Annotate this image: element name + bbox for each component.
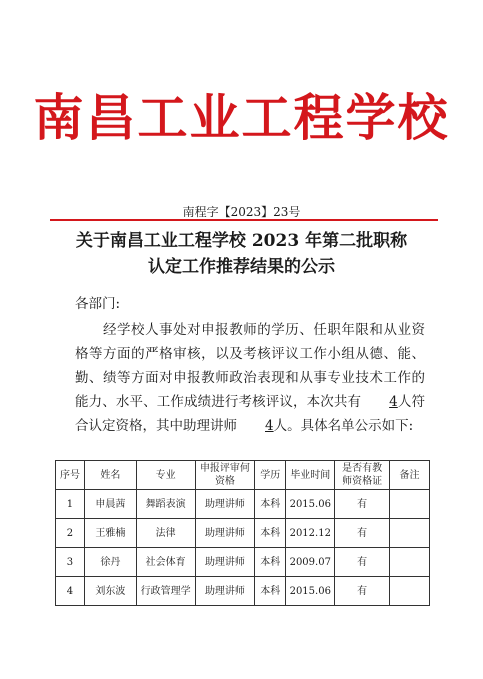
cell-major: 社会体育 xyxy=(136,548,195,577)
table-row xyxy=(56,548,430,577)
header-certificate: 是否有教师资格证 xyxy=(335,461,390,490)
header-major: 专业 xyxy=(136,461,195,490)
cell-note xyxy=(390,548,430,577)
document-number: 南程字【2023】23号 xyxy=(182,205,301,219)
salutation: 各部门: xyxy=(75,296,121,312)
header-graduation: 毕业时间 xyxy=(286,461,335,490)
table-row xyxy=(56,519,430,548)
cell-qualification: 助理讲师 xyxy=(195,577,255,606)
cell-certificate: 有 xyxy=(335,548,390,577)
cell-certificate: 有 xyxy=(335,577,390,606)
table-row xyxy=(56,577,430,606)
cell-note xyxy=(390,519,430,548)
cell-education: 本科 xyxy=(255,490,286,519)
cell-qualification: 助理讲师 xyxy=(195,490,255,519)
cell-education: 本科 xyxy=(255,519,286,548)
cell-name: 申晨茜 xyxy=(84,490,136,519)
header-seq: 序号 xyxy=(56,461,85,490)
cell-seq: 4 xyxy=(56,577,85,606)
cell-name: 刘东波 xyxy=(84,577,136,606)
cell-graduation: 2015.06 xyxy=(286,490,335,519)
header-name: 姓名 xyxy=(84,461,136,490)
cell-qualification: 助理讲师 xyxy=(195,548,255,577)
cell-seq: 2 xyxy=(56,519,85,548)
cell-certificate: 有 xyxy=(335,490,390,519)
notice-title-line-2: 认定工作推荐结果的公示 xyxy=(148,257,335,277)
header-note: 备注 xyxy=(390,461,430,490)
cell-name: 徐丹 xyxy=(84,548,136,577)
count-assistant: 4 xyxy=(265,418,274,434)
cell-name: 王雅楠 xyxy=(84,519,136,548)
cell-seq: 3 xyxy=(56,548,85,577)
table-header-row xyxy=(56,461,430,490)
body-text-part-3: 人。具体名单公示如下: xyxy=(273,418,414,434)
cell-certificate: 有 xyxy=(335,519,390,548)
cell-qualification: 助理讲师 xyxy=(195,519,255,548)
institution-header: 南昌工业工程学校 xyxy=(33,89,450,147)
cell-note xyxy=(390,490,430,519)
header-education: 学历 xyxy=(255,461,286,490)
cell-graduation: 2012.12 xyxy=(286,519,335,548)
roster-table xyxy=(55,460,430,606)
red-divider xyxy=(50,219,438,221)
cell-graduation: 2015.06 xyxy=(286,577,335,606)
cell-major: 行政管理学 xyxy=(136,577,195,606)
body-text-part-2: 人符合认定资格，其中助理讲师 xyxy=(75,394,426,434)
body-text-part-1: 经学校人事处对申报教师的学历、任职年限和从业资格等方面的严格审核，以及考核评议工作小组从德、能、勤、绩等方面对申报教师政治表现和从事专业技术工作的能力、水平、工作成绩进行考核评议，本次共有 xyxy=(75,322,425,410)
body-paragraph xyxy=(75,318,425,438)
table-row xyxy=(56,490,430,519)
cell-note xyxy=(390,577,430,606)
notice-title-line-1: 关于南昌工业工程学校 2023 年第二批职称 xyxy=(75,231,408,251)
notice-title xyxy=(0,228,483,280)
cell-graduation: 2009.07 xyxy=(286,548,335,577)
cell-education: 本科 xyxy=(255,548,286,577)
cell-major: 舞蹈表演 xyxy=(136,490,195,519)
cell-seq: 1 xyxy=(56,490,85,519)
cell-education: 本科 xyxy=(255,577,286,606)
header-qualification: 申报评审何资格 xyxy=(195,461,255,490)
cell-major: 法律 xyxy=(136,519,195,548)
count-total: 4 xyxy=(389,394,398,410)
